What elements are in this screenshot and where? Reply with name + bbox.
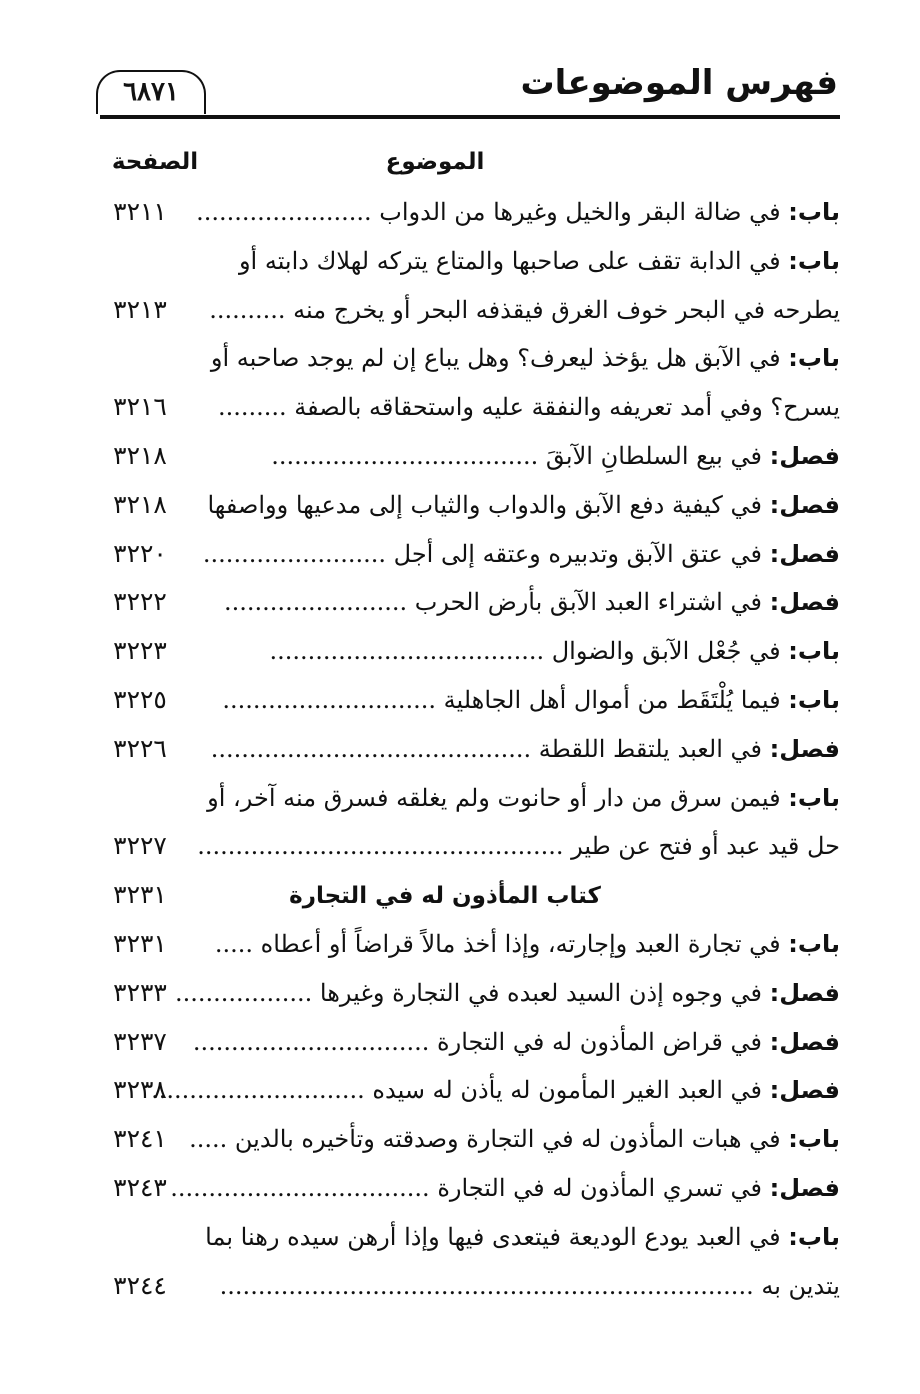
entry-label: فصل: [769, 539, 840, 568]
entry-title: في العبد يلتقط اللقطة [538, 734, 762, 763]
index-entry [80, 286, 840, 334]
index-entry [80, 1262, 840, 1310]
entry-title: في كيفية دفع الآبق والدواب والثياب إلى مدعيها وواصفها [207, 490, 762, 519]
dot-leader: ......... [217, 393, 287, 422]
entry-text [210, 286, 840, 334]
index-entry [80, 627, 840, 675]
entry-text [189, 1115, 840, 1163]
entry-text [210, 237, 840, 285]
entry-label: فصل: [769, 1027, 840, 1056]
entry-text [207, 774, 840, 822]
entry-label: فصل: [769, 1076, 840, 1105]
entry-page-number: ٣٢٢٦ [113, 733, 167, 763]
entry-text [205, 1213, 840, 1261]
entry-page-number: ٣٢٣٣ [113, 977, 167, 1007]
index-entry [80, 725, 840, 773]
entry-title: في تجارة العبد وإجارته، وإذا أخذ مالاً قراضاً أو أعطاه [260, 930, 781, 958]
dot-leader: ................................... [271, 442, 539, 470]
entry-label: فصل: [769, 490, 840, 519]
entry-title: في عتق الآبق وتدبيره وعتقه إلى أجل [393, 539, 762, 568]
entry-label: باب: [788, 344, 840, 373]
entry-title: في بيع السلطانِ الآبقَ [545, 442, 762, 470]
index-entry [80, 578, 840, 626]
index-entry [80, 432, 840, 480]
entry-title: يتدين به [761, 1271, 840, 1300]
entry-title: يسرح؟ وفي أمد تعريفه والنفقة عليه واستحقاقه بالصفة [294, 393, 840, 422]
entry-page-number: ٣٢٢٠ [113, 538, 167, 568]
entry-text [210, 920, 840, 968]
entry-title: فيما يُلْتَقَط من أموال أهل الجاهلية [443, 686, 781, 714]
entry-text [192, 1018, 840, 1066]
page-number: ٦٨٧١ [96, 70, 206, 114]
entry-text [210, 578, 840, 626]
entry-title: فيمن سرق من دار أو حانوت ولم يغلقه فسرق منه آخر، أو [207, 783, 781, 812]
entry-page-number: ٣٢١٨ [113, 489, 167, 519]
dot-leader: ...................................................................... [219, 1271, 754, 1300]
index-entry [80, 530, 840, 578]
index-entry [80, 969, 840, 1017]
dot-leader: ..... [189, 1125, 228, 1154]
entry-text [210, 334, 840, 382]
entry-title: في هبات المأذون له في التجارة وصدقته وتأخيره بالدين [234, 1125, 781, 1154]
entry-page-number: ٣٢١٣ [113, 294, 167, 324]
entry-text [210, 1262, 840, 1310]
entry-text [210, 676, 840, 724]
index-entry [80, 1115, 840, 1163]
header-rule [100, 115, 840, 119]
entry-text [151, 1066, 840, 1114]
entry-page-number: ٣٢٤٤ [113, 1270, 167, 1300]
entry-text [210, 627, 840, 675]
entry-page-number: ٣٢٢٣ [113, 636, 167, 666]
entry-text [174, 969, 840, 1017]
index-entry [80, 1164, 840, 1212]
entry-text [210, 871, 840, 920]
entry-page-number: ٣٢١١ [113, 197, 167, 226]
entry-page-number: ٣٢٢٧ [113, 831, 167, 861]
entry-title: في الدابة تقف على صاحبها والمتاع يتركه لهلاك دابته أو [238, 246, 781, 275]
entry-title: يطرحه في البحر خوف الغرق فيقذفه البحر أو يخرج منه [293, 295, 840, 324]
entry-label: باب: [788, 637, 840, 666]
entry-title: حل قيد عبد أو فتح عن طير [571, 832, 840, 861]
entry-page-number: ٣٢٢٥ [113, 685, 167, 714]
entry-text [196, 188, 840, 236]
dot-leader: .................................... [269, 637, 545, 666]
entry-title: في جُعْل الآبق والضوال [551, 637, 781, 666]
entry-label: فصل: [769, 588, 840, 617]
index-entry [80, 822, 840, 870]
dot-leader: ........................ [202, 539, 387, 568]
entry-page-number: ٣٢٤٣ [113, 1173, 167, 1202]
dot-leader: ............................ [151, 1076, 365, 1105]
entry-label: فصل: [769, 442, 840, 470]
index-entry [80, 676, 840, 724]
dot-leader: ............................... [192, 1027, 430, 1056]
entry-page-number: ٣٢١٨ [113, 441, 167, 470]
index-entry [80, 920, 840, 968]
entry-label: باب: [788, 246, 840, 275]
index-entry [80, 1018, 840, 1066]
index-entry [80, 188, 840, 236]
running-title: فهرس الموضوعات [520, 63, 838, 103]
index-entry [80, 1213, 840, 1261]
dot-leader: .................. [174, 978, 313, 1007]
dot-leader: .......................................... [210, 734, 532, 763]
entry-title: في العبد الغير المأمون له يأذن له سيده [372, 1076, 762, 1105]
entry-text [210, 725, 840, 773]
entry-label: باب: [788, 198, 840, 226]
entry-title: في ضالة البقر والخيل وغيرها من الدواب [379, 198, 781, 226]
entry-page-number: ٣٢٣٧ [113, 1026, 167, 1056]
entry-text [170, 1164, 840, 1212]
entry-title: في تسري المأذون له في التجارة [437, 1174, 762, 1202]
entry-label: باب: [788, 1125, 840, 1154]
entry-label: باب: [788, 686, 840, 714]
entry-page-number: ٣٢٣١ [113, 880, 167, 910]
dot-leader: ............................ [222, 686, 436, 714]
entry-label: باب: [788, 930, 840, 958]
index-entry [80, 383, 840, 431]
index-entry [80, 774, 840, 822]
book-heading-text: كتاب المأذون له في التجارة [289, 883, 601, 910]
entry-label: باب: [788, 783, 840, 812]
entry-page-number: ٣٢٤١ [113, 1124, 167, 1154]
entry-title: في الآبق هل يؤخذ ليعرف؟ وهل يباع إن لم يوجد صاحبه أو [210, 344, 781, 373]
dot-leader: .................................. [170, 1174, 430, 1202]
entry-label: باب: [788, 1222, 840, 1251]
entry-title: في اشتراء العبد الآبق بأرض الحرب [414, 588, 762, 617]
column-head-topic: الموضوع [385, 149, 485, 175]
entry-label: فصل: [769, 978, 840, 1007]
dot-leader: ....................... [196, 198, 372, 226]
dot-leader: ..... [214, 930, 254, 958]
index-entry [80, 237, 840, 285]
entry-text [207, 481, 840, 529]
dot-leader: ........................ [224, 588, 408, 617]
entry-page-number: ٣٢٢٢ [113, 587, 167, 617]
entry-title: في العبد يودع الوديعة فيتعدى فيها وإذا أرهن سيده رهنا بما [205, 1222, 781, 1251]
entry-page-number: ٣٢٣١ [113, 929, 167, 958]
entry-text [210, 432, 840, 480]
index-entry [80, 481, 840, 529]
book-heading [80, 871, 840, 919]
index-entry [80, 1066, 840, 1114]
entry-text [202, 530, 840, 578]
entry-text [197, 822, 840, 870]
entry-label: فصل: [769, 1174, 840, 1202]
entry-label: فصل: [769, 734, 840, 763]
dot-leader: .......... [209, 295, 286, 324]
entry-text [210, 383, 840, 431]
entry-title: في قراض المأذون له في التجارة [437, 1027, 762, 1056]
column-head-page: الصفحة [111, 149, 199, 175]
index-entry [80, 334, 840, 382]
entry-page-number: ٣٢٣٨ [113, 1075, 167, 1105]
entry-page-number: ٣٢١٦ [113, 392, 167, 422]
dot-leader: ................................................ [197, 832, 564, 861]
entry-title: في وجوه إذن السيد لعبده في التجارة وغيرها [319, 978, 762, 1007]
